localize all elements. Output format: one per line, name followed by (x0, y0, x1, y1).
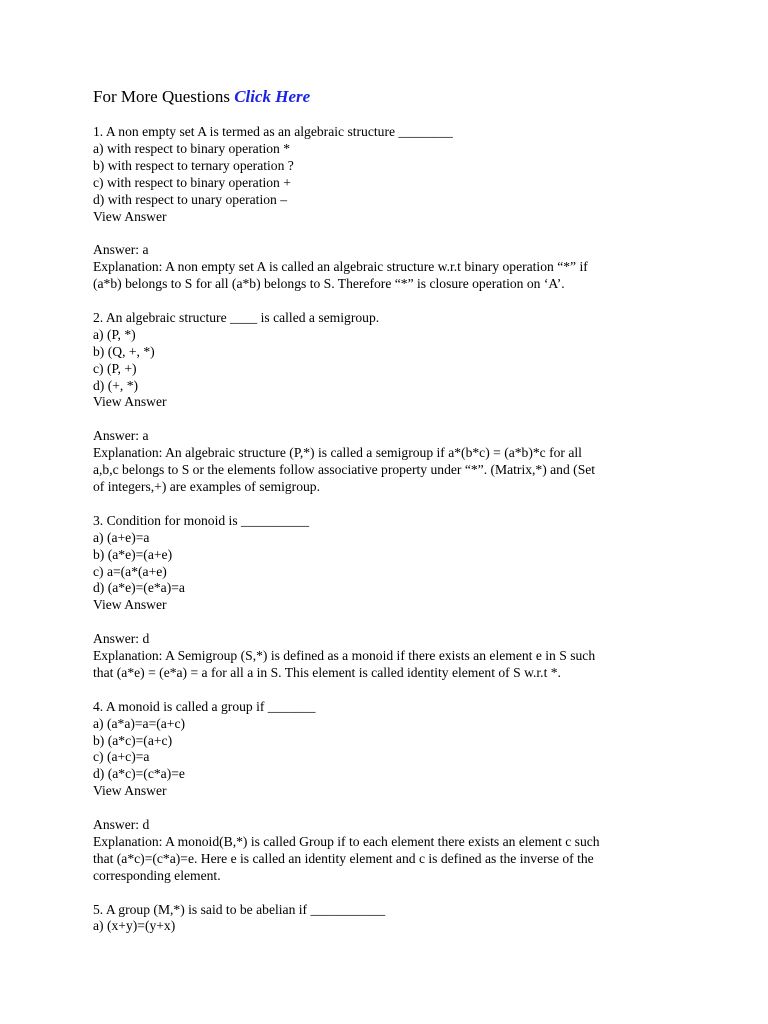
option-item: a) (a*a)=a=(a+c) (93, 715, 186, 731)
option-item: b) (a*e)=(a+e) (93, 546, 173, 562)
view-answer-link[interactable]: View Answer (93, 783, 167, 799)
option-item: a) with respect to binary operation * (93, 140, 291, 156)
explanation-line: (a*b) belongs to S for all (a*b) belongs to S. Therefore “*” is closure operation on ‘A’. (93, 276, 565, 292)
question-text: 5. A group (M,*) is said to be abelian if ___________ (93, 901, 386, 917)
view-answer-link[interactable]: View Answer (93, 394, 167, 410)
option-item: b) (a*c)=(a+c) (93, 732, 173, 748)
option-item: c) a=(a*(a+e) (93, 563, 167, 579)
explanation-line: Explanation: A monoid(B,*) is called Group if to each element there exists an element c such (93, 833, 600, 849)
question-block (93, 124, 683, 310)
option-item: d) (a*c)=(c*a)=e (93, 766, 185, 782)
answer-text: Answer: a (93, 242, 149, 258)
header-text: For More Questions (93, 87, 230, 106)
spacer (93, 225, 683, 242)
question-text: 3. Condition for monoid is __________ (93, 512, 309, 528)
view-answer-link[interactable]: View Answer (93, 597, 167, 613)
question-block (93, 902, 683, 936)
question-block (93, 513, 683, 699)
question-text: 4. A monoid is called a group if _______ (93, 698, 316, 714)
spacer (93, 293, 683, 310)
question-text: 2. An algebraic structure ____ is called a semigroup. (93, 309, 380, 325)
spacer (93, 496, 683, 513)
explanation-line: a,b,c belongs to S or the elements follow associative property under “*”. (Matrix,*) and (Set (93, 462, 596, 478)
option-item: a) (a+e)=a (93, 529, 150, 545)
answer-text: Answer: d (93, 631, 150, 647)
spacer (93, 682, 683, 699)
option-item: d) (a*e)=(e*a)=a (93, 580, 185, 596)
option-item: c) (a+c)=a (93, 749, 150, 765)
spacer (93, 800, 683, 817)
spacer (93, 411, 683, 428)
explanation-line: corresponding element. (93, 867, 221, 883)
explanation-line: Explanation: A Semigroup (S,*) is defined as a monoid if there exists an element e in S such (93, 648, 596, 664)
question-list (93, 124, 683, 935)
explanation-line: that (a*e) = (e*a) = a for all a in S. This element is called identity element of S w.r.t *. (93, 664, 561, 680)
view-answer-link[interactable]: View Answer (93, 208, 167, 224)
question-text: 1. A non empty set A is termed as an algebraic structure ________ (93, 124, 453, 139)
answer-text: Answer: d (93, 817, 150, 833)
explanation-line: Explanation: A non empty set A is called an algebraic structure w.r.t binary operation “*” if (93, 259, 588, 275)
click-here-link[interactable]: Click Here (234, 87, 311, 106)
answer-text: Answer: a (93, 428, 149, 444)
explanation-line: Explanation: An algebraic structure (P,*) is called a semigroup if a*(b*c) = (a*b)*c for all (93, 445, 582, 461)
question-block (93, 310, 683, 513)
explanation-line: that (a*c)=(c*a)=e. Here e is called an identity element and c is defined as the inverse of the (93, 850, 594, 866)
option-item: c) (P, +) (93, 360, 137, 376)
question-block (93, 699, 683, 902)
option-item: a) (P, *) (93, 326, 136, 342)
spacer (93, 614, 683, 631)
option-item: b) with respect to ternary operation ? (93, 157, 294, 173)
option-item: b) (Q, +, *) (93, 343, 155, 359)
option-item: c) with respect to binary operation + (93, 174, 291, 190)
spacer (93, 885, 683, 902)
option-item: d) (+, *) (93, 377, 139, 393)
page-header (93, 86, 310, 108)
explanation-line: of integers,+) are examples of semigroup. (93, 478, 320, 494)
option-item: a) (x+y)=(y+x) (93, 918, 176, 934)
option-item: d) with respect to unary operation – (93, 191, 288, 207)
